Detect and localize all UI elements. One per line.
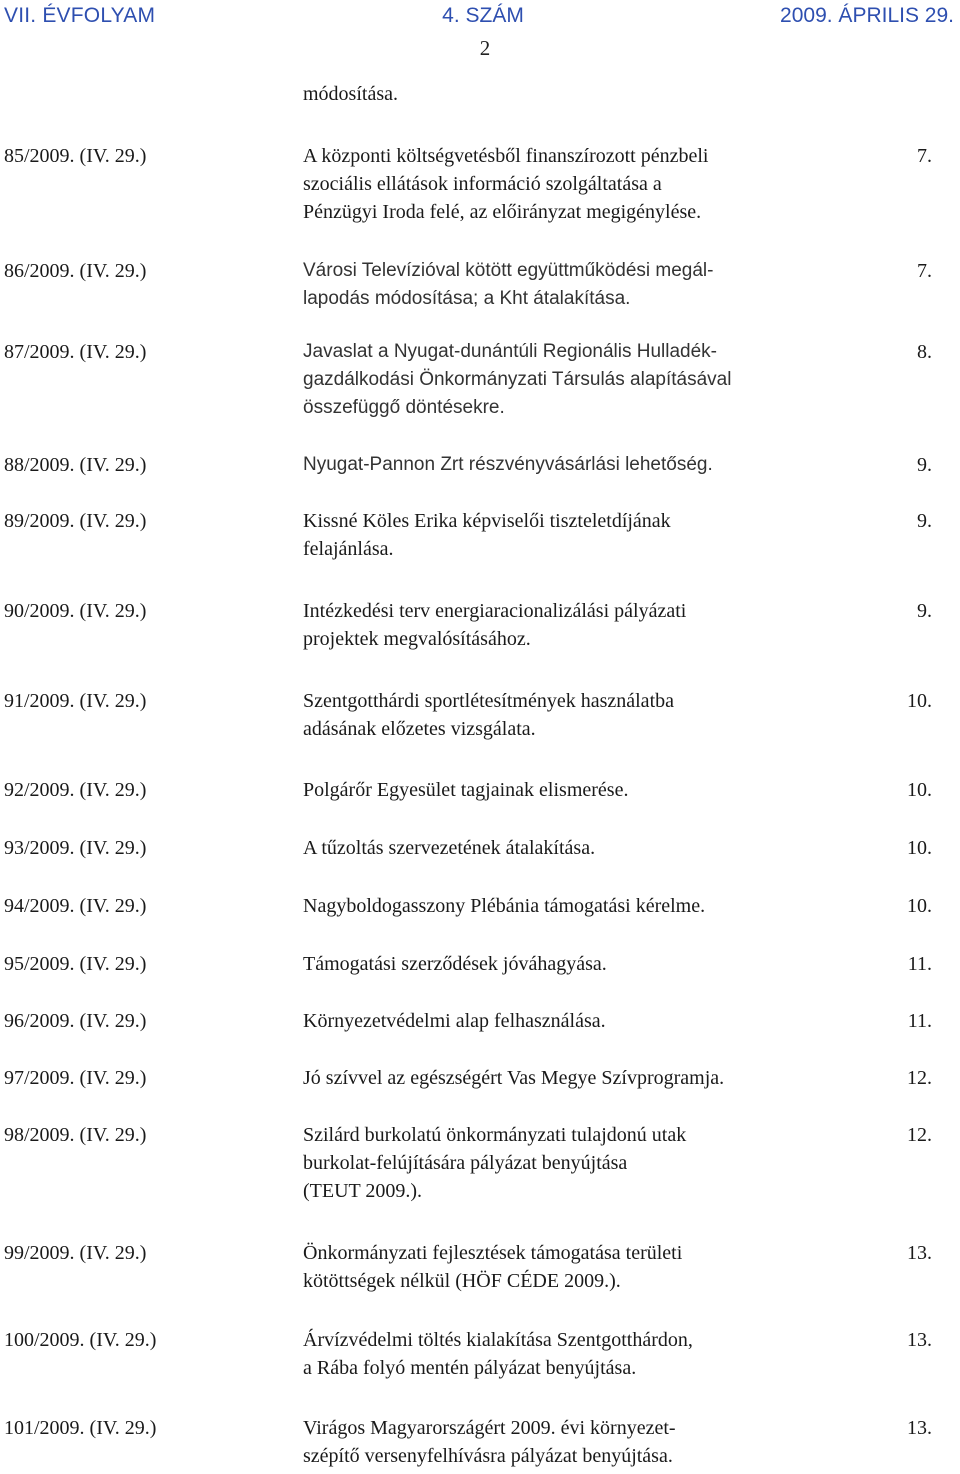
resolution-title-line: Környezetvédelmi alap felhasználása. xyxy=(303,1010,606,1032)
resolution-title-line: a Rába folyó mentén pályázat benyújtása. xyxy=(303,1357,637,1379)
resolution-number: 97/2009. (IV. 29.) xyxy=(4,1067,147,1089)
resolution-title-line: Városi Televízióval kötött együttműködési megál- xyxy=(303,260,714,281)
resolution-row xyxy=(0,1064,960,1092)
resolution-row xyxy=(0,687,960,743)
resolution-title xyxy=(303,1064,823,1092)
resolution-number: 85/2009. (IV. 29.) xyxy=(4,145,147,167)
resolution-title-line: Önkormányzati fejlesztések támogatása területi xyxy=(303,1242,683,1264)
resolution-title xyxy=(303,1414,823,1470)
page-reference: 13. xyxy=(907,1417,932,1439)
page-reference: 9. xyxy=(917,454,932,476)
resolution-row xyxy=(0,1121,960,1205)
resolution-title xyxy=(303,892,823,920)
page-reference: 12. xyxy=(907,1124,932,1146)
page-reference: 7. xyxy=(917,145,932,167)
resolution-title xyxy=(303,257,823,313)
resolution-number: 91/2009. (IV. 29.) xyxy=(4,690,147,712)
resolution-title-line: Pénzügyi Iroda felé, az előirányzat megigénylése. xyxy=(303,201,702,223)
resolution-row xyxy=(0,1239,960,1295)
resolution-number: 95/2009. (IV. 29.) xyxy=(4,953,147,975)
resolution-title-line: A tűzoltás szervezetének átalakítása. xyxy=(303,837,596,859)
resolution-title xyxy=(303,507,823,563)
page-reference: 9. xyxy=(917,600,932,622)
resolution-title-line: felajánlása. xyxy=(303,538,394,560)
resolution-number: 94/2009. (IV. 29.) xyxy=(4,895,147,917)
resolution-title xyxy=(303,597,823,653)
resolution-title xyxy=(303,451,823,479)
resolution-number: 101/2009. (IV. 29.) xyxy=(4,1417,157,1439)
resolution-title-line: A központi költségvetésből finanszírozott pénzbeli xyxy=(303,145,709,167)
continuation-text: módosítása. xyxy=(303,83,398,105)
resolution-row xyxy=(0,950,960,978)
page-reference: 13. xyxy=(907,1329,932,1351)
resolution-title-line: projektek megvalósításához. xyxy=(303,628,531,650)
resolution-row xyxy=(0,892,960,920)
resolution-title-line: Nyugat-Pannon Zrt részvényvásárlási lehetőség. xyxy=(303,454,713,475)
resolution-title xyxy=(303,776,823,804)
resolution-title-line: gazdálkodási Önkormányzati Társulás alapításával xyxy=(303,369,732,390)
resolution-number: 86/2009. (IV. 29.) xyxy=(4,260,147,282)
resolution-title-line: Szilárd burkolatú önkormányzati tulajdonú utak xyxy=(303,1124,687,1146)
resolution-number: 100/2009. (IV. 29.) xyxy=(4,1329,157,1351)
resolution-row xyxy=(0,1414,960,1470)
resolution-title-line: adásának előzetes vizsgálata. xyxy=(303,718,536,740)
page-reference: 10. xyxy=(907,690,932,712)
resolution-number: 89/2009. (IV. 29.) xyxy=(4,510,147,532)
page-reference: 10. xyxy=(907,895,932,917)
resolution-number: 90/2009. (IV. 29.) xyxy=(4,600,147,622)
resolution-title-line: összefüggő döntésekre. xyxy=(303,397,505,418)
page-reference: 7. xyxy=(917,260,932,282)
page-reference: 8. xyxy=(917,341,932,363)
resolution-row xyxy=(0,834,960,862)
date-label: 2009. ÁPRILIS 29. xyxy=(780,4,954,27)
resolution-title-line: Virágos Magyarországért 2009. évi környezet- xyxy=(303,1417,676,1439)
resolution-title-line: Támogatási szerződések jóváhagyása. xyxy=(303,953,607,975)
page-reference: 9. xyxy=(917,510,932,532)
resolution-title-line: szociális ellátások információ szolgáltatása a xyxy=(303,173,662,195)
resolution-number: 96/2009. (IV. 29.) xyxy=(4,1010,147,1032)
resolution-title xyxy=(303,1007,823,1035)
resolution-title-line: Nagyboldogasszony Plébánia támogatási kérelme. xyxy=(303,895,706,917)
page-header xyxy=(0,0,960,60)
resolution-number: 93/2009. (IV. 29.) xyxy=(4,837,147,859)
resolution-title-line: Szentgotthárdi sportlétesítmények használatba xyxy=(303,690,674,712)
resolution-title-line: Jó szívvel az egészségért Vas Megye Szívprogramja. xyxy=(303,1067,725,1089)
resolution-title-line: szépítő versenyfelhívásra pályázat benyújtása. xyxy=(303,1445,673,1467)
issue-label: 4. SZÁM xyxy=(442,4,524,27)
resolution-number: 88/2009. (IV. 29.) xyxy=(4,454,147,476)
resolution-title-line: Polgárőr Egyesület tagjainak elismerése. xyxy=(303,779,629,801)
resolution-number: 98/2009. (IV. 29.) xyxy=(4,1124,147,1146)
resolution-row xyxy=(0,507,960,563)
volume-label: VII. ÉVFOLYAM xyxy=(4,4,156,27)
resolution-number: 92/2009. (IV. 29.) xyxy=(4,779,147,801)
resolution-row xyxy=(0,142,960,226)
resolution-row xyxy=(0,1326,960,1382)
page-reference: 11. xyxy=(907,1010,932,1032)
resolution-title-line: Intézkedési terv energiaracionalizálási pályázati xyxy=(303,600,687,622)
resolution-title xyxy=(303,1239,823,1295)
resolution-title-line: Javaslat a Nyugat-dunántúli Regionális Hulladék- xyxy=(303,341,718,362)
resolution-title-line: burkolat-felújítására pályázat benyújtása xyxy=(303,1152,628,1174)
resolution-row xyxy=(0,1007,960,1035)
resolution-number: 87/2009. (IV. 29.) xyxy=(4,341,147,363)
resolution-title xyxy=(303,338,823,422)
resolution-row xyxy=(0,338,960,422)
resolution-title xyxy=(303,142,823,226)
resolution-title-line: Árvízvédelmi töltés kialakítása Szentgotthárdon, xyxy=(303,1329,693,1351)
resolution-title-line: Kissné Köles Erika képviselői tiszteletdíjának xyxy=(303,510,671,532)
resolution-title xyxy=(303,1121,823,1205)
resolution-title-line: kötöttségek nélkül (HÖF CÉDE 2009.). xyxy=(303,1270,621,1292)
page-reference: 13. xyxy=(907,1242,932,1264)
page-reference: 10. xyxy=(907,779,932,801)
resolution-title xyxy=(303,1326,823,1382)
resolution-row xyxy=(0,451,960,479)
page-number: 2 xyxy=(479,36,491,60)
resolution-number: 99/2009. (IV. 29.) xyxy=(4,1242,147,1264)
page-reference: 11. xyxy=(907,953,932,975)
resolution-row xyxy=(0,776,960,804)
resolution-row xyxy=(0,257,960,313)
resolution-row xyxy=(0,597,960,653)
page-reference: 12. xyxy=(907,1067,932,1089)
resolution-title xyxy=(303,687,823,743)
resolution-title xyxy=(303,834,823,862)
page-reference: 10. xyxy=(907,837,932,859)
resolution-title-line: lapodás módosítása; a Kht átalakítása. xyxy=(303,288,631,309)
resolution-title-line: (TEUT 2009.). xyxy=(303,1180,423,1202)
resolution-title xyxy=(303,950,823,978)
